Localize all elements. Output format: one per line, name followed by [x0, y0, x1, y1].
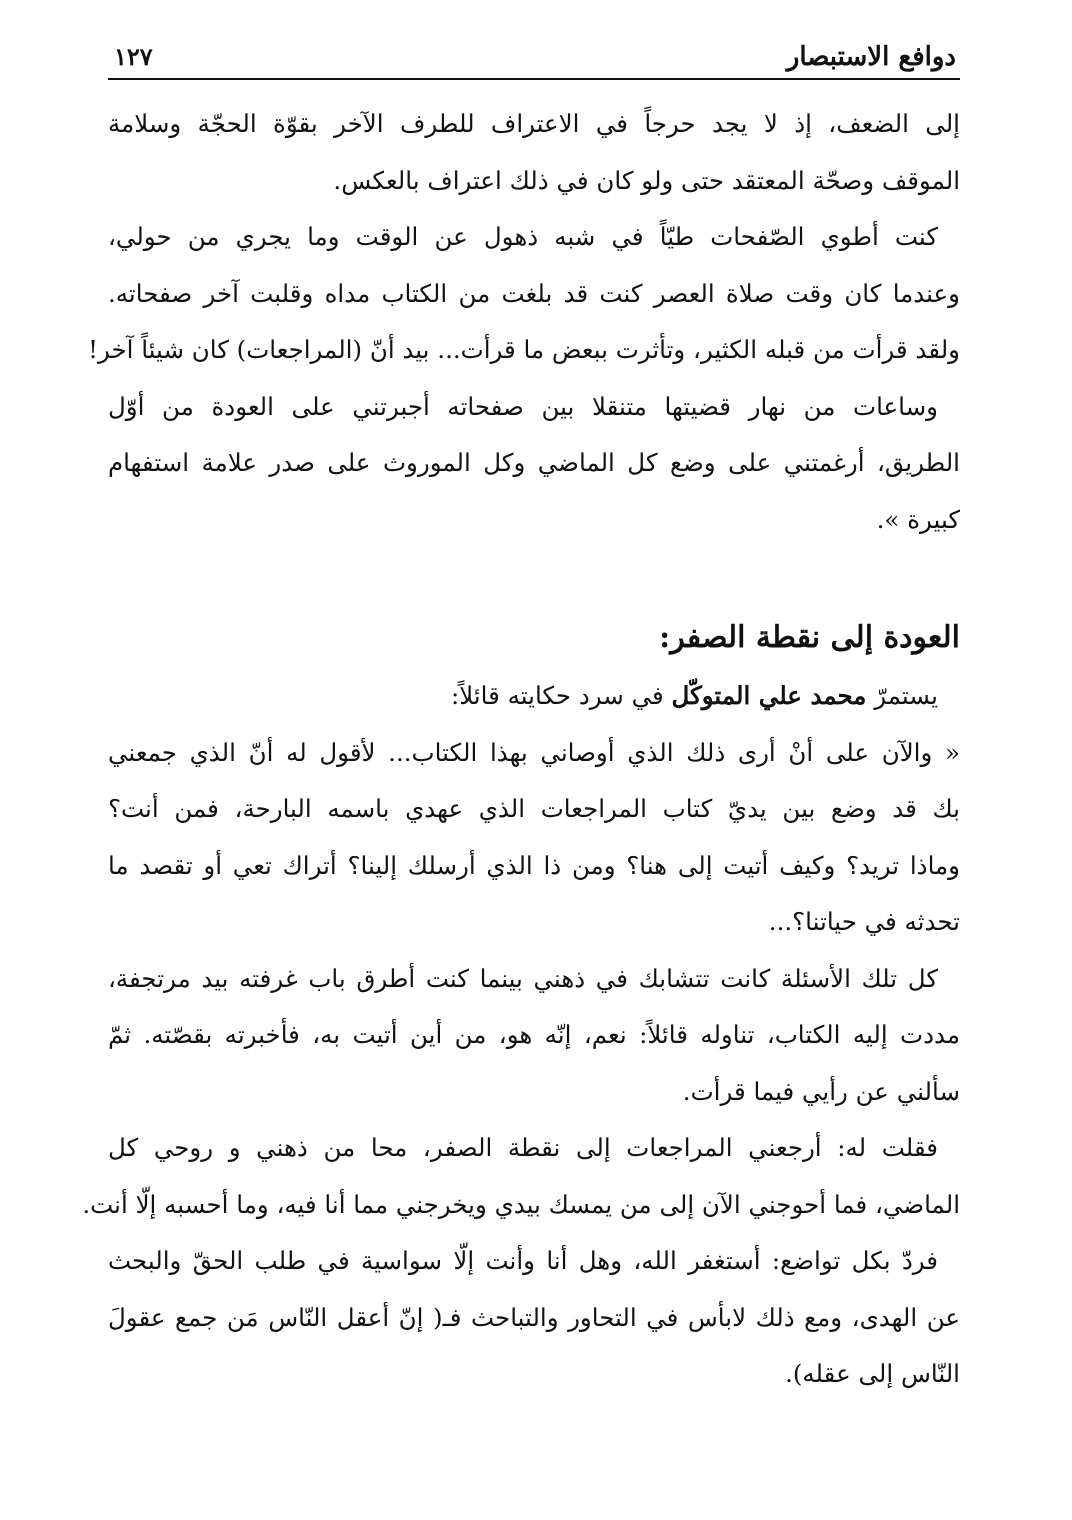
text-line: وساعات من نهار قضيتها متنقلا بين صفحاته أجبرتني على العودة من أوّل [108, 391, 938, 421]
text-line: الموقف وصحّة المعتقد حتى ولو كان في ذلك اعتراف بالعكس. [333, 165, 960, 195]
text-line: تحدثه في حياتنا؟... [768, 907, 960, 936]
text-line: عن الهدى، ومع ذلك لابأس في التحاور والتباحث فـ( إنّ أعقل النّاس مَن جمع عقولَ [108, 1302, 960, 1332]
intro-prefix: يستمرّ [874, 681, 938, 710]
text-line: وماذا تريد؟ وكيف أتيت إلى هنا؟ ومن ذا الذي أرسلك إلينا؟ أتراك تعي أو تقصد ما [108, 850, 960, 880]
text-line: كل تلك الأسئلة كانت تتشابك في ذهني بينما كنت أطرق باب غرفته بيد مرتجفة، [108, 963, 938, 993]
paragraph-5 [108, 951, 960, 1121]
text-line: فقلت له: أرجعني المراجعات إلى نقطة الصفر، محا من ذهني و روحي كل [108, 1133, 938, 1162]
text-line: ولقد قرأت من قبله الكثير، وتأثرت ببعض ما قرأت... بيد أنّ (المراجعات) كان شيئاً آخر! [88, 335, 960, 364]
text-line: الطريق، أرغمتني على وضع كل الماضي وكل الموروث على صدر علامة استفهام [108, 448, 960, 477]
paragraph-2 [88, 209, 960, 379]
section-intro [108, 668, 960, 725]
header-title: دوافع الاستبصار [786, 42, 956, 72]
text-line: كبيرة ». [876, 504, 960, 534]
running-header [108, 38, 960, 80]
paragraph-4 [108, 725, 960, 951]
text-line: مددت إليه الكتاب، تناوله قائلاً: نعم، إنّه هو، من أين أتيت به، فأخبرته بقصّته. ثمّ [108, 1020, 960, 1049]
text-line: كنت أطوي الصّفحات طيّاً في شبه ذهول عن الوقت وما يجري من حولي، [108, 222, 938, 251]
page-body [82, 96, 960, 1403]
paragraph-7 [108, 1233, 960, 1403]
text-line: الماضي، فما أحوجني الآن إلى من يمسك بيدي ويخرجني مما أنا فيه، وما أحسبه إلّا أنت. [82, 1189, 960, 1219]
paragraph-1 [108, 96, 960, 209]
section-heading: العودة إلى نقطة الصفر: [659, 620, 960, 655]
text-line: فردّ بكل تواضع: أستغفر الله، وهل أنا وأنت إلّا سواسية في طلب الحقّ والبحث [108, 1246, 938, 1275]
page-number: ١٢٧ [114, 42, 153, 71]
intro-suffix: في سرد حكايته قائلاً: [450, 681, 664, 710]
text-line: بك قد وضع بين يديّ كتاب المراجعات الذي عهدي باسمه البارحة، فمن أنت؟ [108, 794, 960, 823]
narrator-name: محمد علي المتوكّل [671, 681, 867, 710]
text-line: « والآن على أنْ أرى ذلك الذي أوصاني بهذا الكتاب... لأقول له أنّ الذي جمعني [108, 737, 960, 767]
paragraph-6 [82, 1120, 960, 1233]
section-gap [108, 548, 960, 608]
text-line: إلى الضعف، إذ لا يجد حرجاً في الاعتراف للطرف الآخر بقوّة الحجّة وسلامة [108, 109, 960, 138]
text-line: وعندما كان وقت صلاة العصر كنت قد بلغت من الكتاب مداه وقلبت آخر صفحاته. [108, 278, 960, 308]
paragraph-3 [108, 379, 960, 549]
text-line: النّاس إلى عقله). [785, 1359, 960, 1388]
text-line: سألني عن رأيي فيما قرأت. [682, 1076, 960, 1106]
